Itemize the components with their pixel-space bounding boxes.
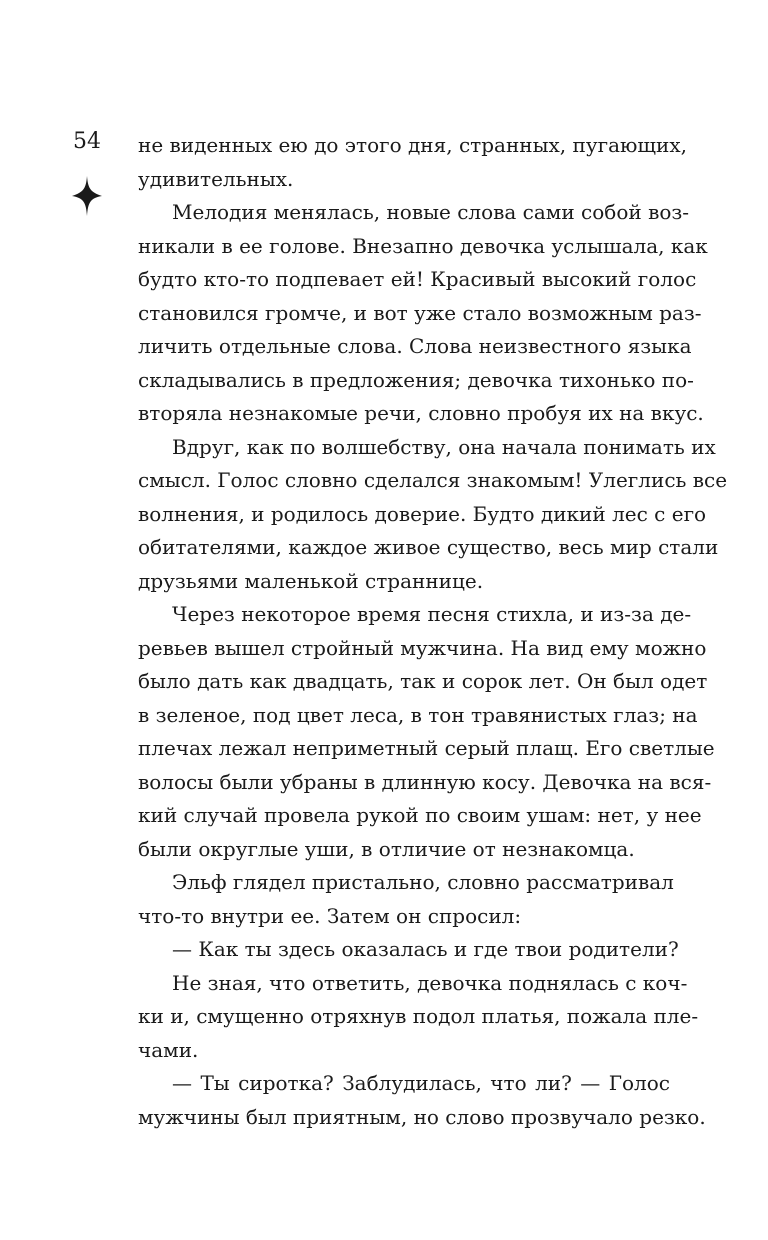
page-number: 54: [73, 129, 101, 154]
text-line: ревьев вышел стройный мужчина. На вид ему можно: [138, 635, 707, 660]
text-line: будто кто-то подпевает ей! Красивый высокий голос: [138, 267, 697, 291]
text-line: Вдруг, как по волшебству, она начала понимать их: [172, 434, 716, 459]
text-line: удивительных.: [138, 166, 294, 191]
text-line: смысл. Голос словно сделался знакомым! Улеглись все: [138, 468, 728, 492]
text-line: Эльф глядел пристально, словно рассматривал: [172, 870, 674, 894]
text-line: чами.: [138, 1037, 199, 1062]
text-line: были округлые уши, в отличие от незнакомца.: [138, 836, 635, 861]
text-line: личить отдельные слова. Слова неизвестного языка: [138, 334, 692, 358]
text-line: кий случай провела рукой по своим ушам: нет, у нее: [138, 803, 702, 827]
text-line: мужчины был приятным, но слово прозвучало резко.: [138, 1104, 706, 1129]
text-line: ки и, смущенно отряхнув подол платья, пожала пле-: [138, 1004, 699, 1028]
text-line: вторяла незнакомые речи, словно пробуя их на вкус.: [138, 401, 704, 425]
text-line: друзьями маленькой страннице.: [138, 568, 484, 593]
text-line: Не зная, что ответить, девочка поднялась с коч-: [172, 970, 688, 995]
body-text: [138, 129, 728, 1134]
text-line: было дать как двадцать, так и сорок лет. Он был одет: [138, 669, 708, 693]
text-line: что-то внутри ее. Затем он спросил:: [138, 903, 522, 928]
text-line: — Ты сиротка? Заблудилась, что ли? — Голос: [172, 1071, 670, 1095]
text-line: складывались в предложения; девочка тихонько по-: [138, 367, 694, 392]
text-line: в зеленое, под цвет леса, в тон травянистых глаз; на: [138, 702, 698, 727]
text-line: волнения, и родилось доверие. Будто дикий лес с его: [138, 501, 707, 526]
text-line: никали в ее голове. Внезапно девочка услышала, как: [138, 233, 708, 258]
text-line: волосы были убраны в длинную косу. Девочка на вся-: [138, 769, 712, 794]
text-line: Через некоторое время песня стихла, и из-за де-: [172, 602, 692, 626]
text-line: — Как ты здесь оказалась и где твои родители?: [172, 937, 679, 961]
text-line: не виденных ею до этого дня, странных, пугающих,: [138, 133, 687, 157]
text-line: плечах лежал неприметный серый плащ. Его светлые: [138, 736, 715, 760]
text-line: становился громче, и вот уже стало возможным раз-: [138, 300, 702, 325]
text-line: Мелодия менялась, новые слова сами собой воз-: [172, 200, 690, 224]
text-line: обитателями, каждое живое существо, весь мир стали: [138, 535, 719, 559]
four-pointed-star-icon: [72, 176, 102, 216]
